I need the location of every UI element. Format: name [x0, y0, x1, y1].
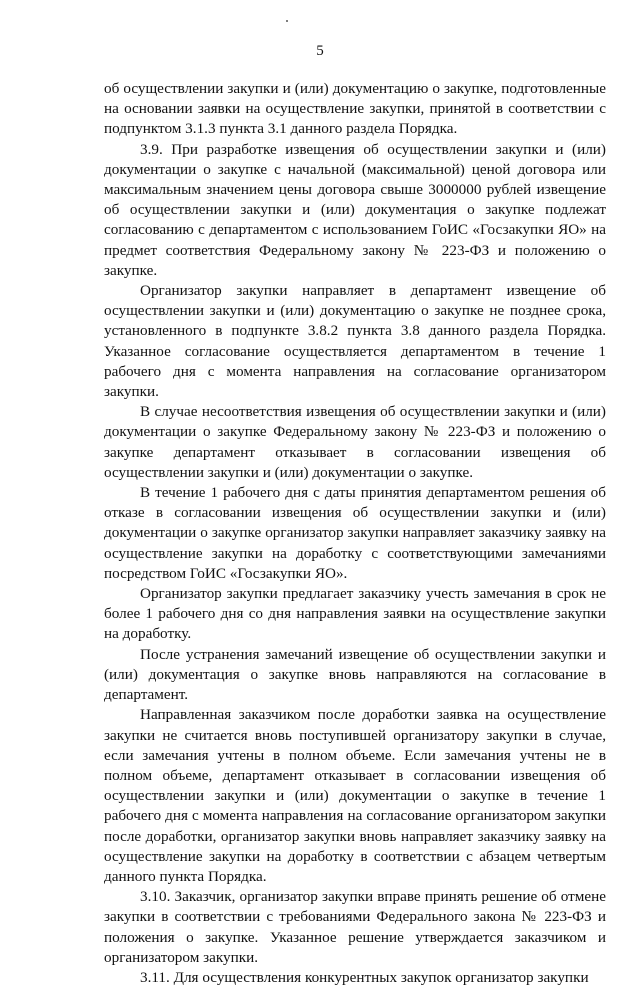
- paragraph-noncompliance: В случае несоответствия извещения об осуществлении закупки и (или) документации о закупке Федеральному закону № 223-ФЗ и положению о закупке департамент отказывает в согласовании извещения об осуществлении закупки и (или) документации о закупке.: [104, 403, 606, 481]
- paragraph-remarks-term: Организатор закупки предлагает заказчику учесть замечания в срок не более 1 рабочего дня со дня направления заявки на осуществление закупки на доработку.: [104, 585, 606, 643]
- paragraph-3-9: 3.9. При разработке извещения об осуществлении закупки и (или) документации о закупке с начальной (максимальной) ценой договора или максимальным значением цены договора свыше 3000000 рублей извещение об осуществлении закупки и (или) документация о закупке подлежат согласованию с департаментом с использованием ГоИС «Госзакупки ЯО» на предмет соответствия Федеральному закону № 223-ФЗ и положению о закупке.: [104, 140, 606, 279]
- paragraph-resubmission: Направленная заказчиком после доработки заявка на осуществление закупки не считается вновь поступившей организатору закупки в случае, если замечания учтены в полном объеме. Если замечания учтены не в полном объеме, департамент отказывает в согласовании извещения об осуществлении закупки и (или) документации о закупке в течение 1 рабочего дня с момента направления на согласование организатором закупки после доработки, организатор закупки вновь направляет заказчику заявку на осуществление закупки на доработку в соответствии с абзацем четвертым данного пункта Порядка.: [104, 706, 606, 885]
- document-body: [104, 79, 606, 988]
- paragraph-continuation: об осуществлении закупки и (или) документацию о закупке, подготовленные на основании заявки на осуществление закупки, принятой в соответствии с подпунктом 3.1.3 пункта 3.1 данного раздела Порядка.: [104, 80, 606, 138]
- paragraph-organizer-sends: Организатор закупки направляет в департамент извещение об осуществлении закупки и (или) документацию о закупке не позднее срока, установленного в подпункте 3.8.2 пункта 3.8 данного раздела Порядка. Указанное согласование осуществляется департаментом в течение 1 рабочего дня с момента направления на согласование организатором закупки.: [104, 282, 606, 401]
- paragraph-3-11: 3.11. Для осуществления конкурентных закупок организатор закупки: [140, 968, 589, 986]
- scan-dot-mark: [286, 20, 288, 22]
- paragraph-3-10: 3.10. Заказчик, организатор закупки вправе принять решение об отмене закупки в соответствии с требованиями Федерального закона № 223-ФЗ и положения о закупке. Указанное решение утверждается заказчиком и организатором закупки.: [104, 888, 606, 966]
- paragraph-refusal-deadline: В течение 1 рабочего дня с даты принятия департаментом решения об отказе в согласовании извещения об осуществлении закупки и (или) документации о закупке организатор закупки направляет заказчику заявку на осуществление закупки на доработку с соответствующими замечаниями посредством ГоИС «Госзакупки ЯО».: [104, 484, 606, 582]
- page-number: 5: [316, 43, 324, 59]
- paragraph-after-fix: После устранения замечаний извещение об осуществлении закупки и (или) документация о закупке вновь направляются на согласование в департамент.: [104, 645, 606, 704]
